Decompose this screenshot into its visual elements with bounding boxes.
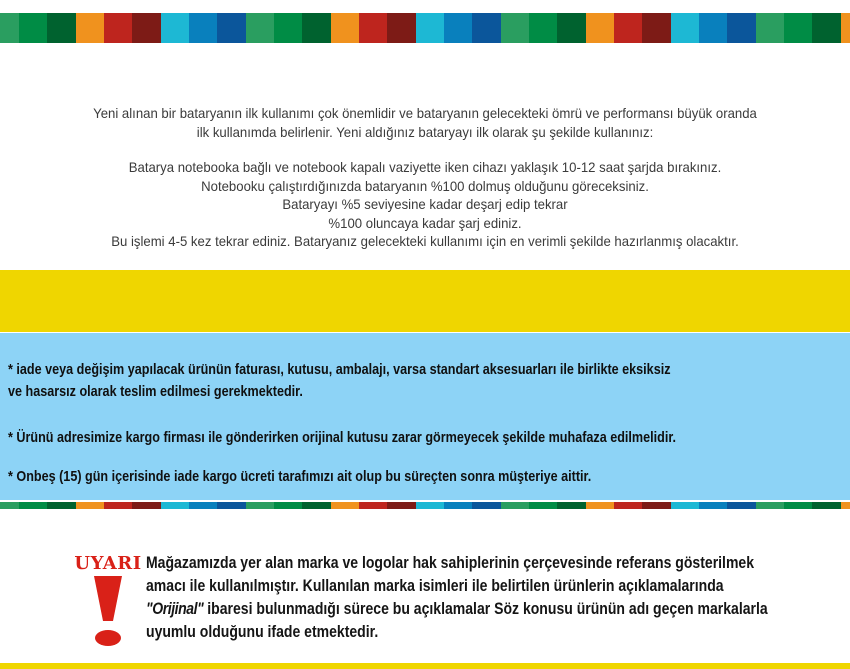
stripe-square — [246, 13, 274, 43]
stripe-square — [642, 502, 670, 509]
return-policy-item — [8, 359, 844, 403]
stripe-square — [416, 502, 444, 509]
battery-steps-paragraph — [0, 158, 850, 251]
return-policy-line: * Onbeş (15) gün içerisinde iade kargo ücreti tarafımızı ait olup bu süreçten sonra müşteriye aittir. — [8, 468, 592, 485]
stripe-square — [19, 502, 47, 509]
stripe-square — [501, 13, 529, 43]
stripe-square — [217, 13, 245, 43]
stripe-square — [0, 13, 19, 43]
stripe-square — [529, 502, 557, 509]
stripe-square — [47, 502, 75, 509]
warning-text — [146, 550, 850, 644]
yellow-divider-band — [0, 270, 850, 332]
battery-step-line: Notebooku çalıştırdığınızda bataryanın %100 dolmuş olduğunu göreceksiniz. — [201, 177, 649, 194]
stripe-square — [784, 502, 812, 509]
stripe-square — [812, 13, 840, 43]
stripe-square — [104, 502, 132, 509]
stripe-square — [331, 502, 359, 509]
warning-badge — [70, 550, 146, 649]
stripe-square — [217, 502, 245, 509]
stripe-square — [841, 502, 850, 509]
stripe-square — [76, 13, 104, 43]
stripe-square — [132, 13, 160, 43]
warning-line: amacı ile kullanılmıştır. Kullanılan marka isimleri ile belirtilen ürünlerin açıklamalarında — [146, 577, 724, 595]
stripe-square — [756, 502, 784, 509]
stripe-square — [727, 13, 755, 43]
stripe-square — [557, 502, 585, 509]
stripe-square — [586, 502, 614, 509]
stripe-square — [76, 502, 104, 509]
stripe-square — [302, 13, 330, 43]
stripe-square — [501, 502, 529, 509]
return-policy-line: * Ürünü adresimize kargo firması ile gönderirken orijinal kutusu zarar görmeyecek şekilde muhafaza edilmelidir. — [8, 429, 677, 446]
stripe-square — [472, 502, 500, 509]
warning-line: uyumlu olduğunu ifade etmektedir. — [146, 623, 379, 641]
battery-step-line: Bu işlemi 4-5 kez tekrar ediniz. Bataryanız gelecekteki kullanımı için en verimli şekilde hazırlanmış olacaktır. — [111, 233, 739, 249]
stripe-square — [274, 502, 302, 509]
stripe-square — [161, 502, 189, 509]
return-policy-panel — [0, 333, 850, 500]
stripe-square — [132, 502, 160, 509]
warning-orijinal-emphasis: "Orijinal" — [146, 600, 204, 618]
stripe-square — [331, 13, 359, 43]
battery-step-line: Bataryayı %5 seviyesine kadar deşarj edip tekrar — [282, 196, 568, 212]
warning-line-rest: ibaresi bulunmadığı sürece bu açıklamalar Söz konusu ürünün adı geçen markalarla — [203, 600, 768, 618]
battery-intro-line: Yeni alınan bir bataryanın ilk kullanımı çok önemlidir ve bataryanın gelecekteki ömrü ve performansı büyük oranda — [93, 105, 757, 121]
warning-line: Mağazamızda yer alan marka ve logolar hak sahiplerinin çerçevesinde referans gösterilmek — [146, 554, 755, 572]
stripe-square — [472, 13, 500, 43]
stripe-square — [841, 13, 850, 43]
stripe-square — [699, 13, 727, 43]
stripe-square — [529, 13, 557, 43]
stripe-square — [642, 13, 670, 43]
return-policy-item — [8, 466, 844, 488]
stripe-square — [274, 13, 302, 43]
warning-label: UYARI — [74, 553, 142, 574]
warning-line — [146, 598, 768, 621]
stripe-square — [189, 502, 217, 509]
battery-first-use-info — [0, 104, 850, 251]
trademark-warning-section — [70, 550, 800, 649]
stripe-square — [104, 13, 132, 43]
stripe-square — [387, 502, 415, 509]
stripe-square — [246, 502, 274, 509]
stripe-square — [756, 13, 784, 43]
stripe-square — [614, 502, 642, 509]
battery-step-line: %100 oluncaya kadar şarj ediniz. — [328, 214, 522, 231]
stripe-square — [161, 13, 189, 43]
exclamation-icon — [86, 575, 130, 649]
yellow-bottom-bar — [0, 663, 850, 669]
stripe-square — [444, 13, 472, 43]
stripe-square — [671, 502, 699, 509]
decorative-stripe-bar-thin — [0, 502, 850, 509]
stripe-square — [47, 13, 75, 43]
stripe-square — [727, 502, 755, 509]
stripe-square — [614, 13, 642, 43]
stripe-square — [671, 13, 699, 43]
stripe-square — [359, 13, 387, 43]
stripe-square — [189, 13, 217, 43]
stripe-square — [416, 13, 444, 43]
stripe-square — [586, 13, 614, 43]
battery-intro-paragraph — [0, 104, 850, 141]
stripe-square — [0, 502, 19, 509]
return-policy-line: * iade veya değişim yapılacak ürünün faturası, kutusu, ambalajı, varsa standart aksesuarları ile birlikte eksiksiz — [8, 361, 671, 378]
stripe-square — [302, 502, 330, 509]
stripe-square — [812, 502, 840, 509]
stripe-square — [699, 502, 727, 509]
decorative-stripe-bar-top — [0, 13, 850, 43]
stripe-square — [784, 13, 812, 43]
battery-intro-line: ilk kullanımda belirlenir. Yeni aldığınız bataryayı ilk olarak şu şekilde kullanınız: — [196, 123, 654, 140]
stripe-square — [444, 502, 472, 509]
stripe-square — [19, 13, 47, 43]
return-policy-item — [8, 427, 844, 449]
stripe-square — [557, 13, 585, 43]
stripe-square — [387, 13, 415, 43]
stripe-square — [359, 502, 387, 509]
battery-step-line: Batarya notebooka bağlı ve notebook kapalı vaziyette iken cihazı yaklaşık 10-12 saat şarjda bırakınız. — [128, 159, 722, 175]
return-policy-line: ve hasarsız olarak teslim edilmesi gerekmektedir. — [8, 383, 303, 400]
